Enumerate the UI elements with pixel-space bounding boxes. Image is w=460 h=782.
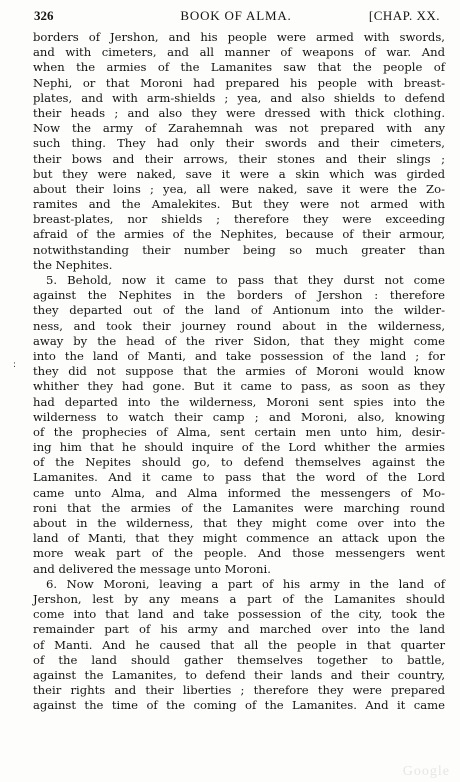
text-line: ing him that he should inquire of the Lord whither the armies	[33, 440, 445, 455]
text-line: such thing. They had only their swords and their cimeters,	[33, 136, 445, 151]
text-line: notwithstanding their number being so much greater than	[33, 242, 445, 257]
text-line: plates, and with arm-shields ; yea, and also shields to defend	[33, 90, 445, 105]
text-line: but they were naked, save it were a skin which was girded	[33, 166, 445, 181]
text-line: against the Nephites in the borders of Jershon : therefore	[33, 288, 445, 303]
text-line: ramites and the Amalekites. But they were not armed with	[33, 197, 445, 212]
text-line: borders of Jershon, and his people were armed with swords,	[33, 30, 445, 44]
text-line: against the Lamanites, to defend their lands and their country,	[33, 667, 445, 682]
text-line: had departed into the wilderness, Moroni sent spies into the	[33, 394, 445, 409]
text-line: against the time of the coming of the Lamanites. And it came	[33, 698, 445, 713]
text-line: Jershon, lest by any means a part of the Lamanites should	[33, 591, 445, 606]
text-line: afraid of the armies of the Nephites, because of their armour,	[33, 227, 445, 242]
page-number: 326	[34, 8, 54, 23]
text-line: of the land should gather themselves together to battle,	[33, 652, 445, 667]
verse-start: 5. Behold, now it came to pass that they durst not come	[46, 273, 445, 287]
text-line: and delivered the message unto Moroni.	[33, 561, 271, 576]
text-line: came unto Alma, and Alma informed the messengers of Mo-	[33, 485, 445, 500]
text-line: roni that the armies of the Lamanites were marching round	[33, 500, 445, 515]
text-line: Now the army of Zarahemnah was not prepared with any	[33, 121, 445, 136]
text-line: breast-plates, nor shields ; therefore they were exceeding	[33, 212, 445, 227]
text-line: of Manti. And he caused that all the people in that quarter	[33, 637, 445, 652]
text-line: they did not suppose that the armies of Moroni would know	[33, 364, 445, 379]
text-line: of the Nepites should go, to defend themselves against the	[33, 455, 445, 470]
page-header	[32, 6, 440, 26]
text-line: more weak part of the people. And those messengers went	[33, 546, 445, 561]
text-line: and with cimeters, and all manner of weapons of war. And	[33, 45, 445, 60]
text-line: Nephi, or that Moroni had prepared his people with breast-	[33, 75, 445, 90]
text-line: of the prophecies of Alma, sent certain men unto him, desir-	[33, 424, 445, 439]
margin-mark: :	[13, 360, 17, 370]
text-line: come into that land and take possession of the city, took the	[33, 607, 445, 622]
text-line: into the land of Manti, and take possession of the land ; for	[33, 348, 445, 363]
text-line: ness, and took their journey round about in the wilderness,	[33, 318, 445, 333]
text-line: about their loins ; yea, all were naked, save it were the Zo-	[33, 181, 445, 196]
text-line: their heads ; and also they were dressed with thick clothing.	[33, 105, 445, 120]
text-line: wilderness to watch their camp ; and Moroni, also, knowing	[33, 409, 445, 424]
text-line: their bows and their arrows, their stones and their slings ;	[33, 151, 445, 166]
text-line: whither they had gone. But it came to pass, as soon as they	[33, 379, 445, 394]
watermark: Google	[402, 764, 450, 779]
text-line: they departed out of the land of Antionum into the wilder-	[33, 303, 445, 318]
text-line: the Nephites.	[33, 257, 113, 272]
text-line: when the armies of the Lamanites saw that the people of	[33, 60, 445, 75]
text-line: about in the wilderness, that they might come over into the	[33, 516, 445, 530]
text-body	[33, 30, 445, 713]
text-line: land of Manti, that they might commence an attack upon the	[33, 531, 445, 546]
text-line: remainder part of his army and marched over into the land	[33, 622, 445, 637]
chapter-label: [CHAP. XX.	[368, 8, 440, 23]
verse-start: 6. Now Moroni, leaving a part of his army in the land of	[46, 576, 445, 591]
text-line: away by the head of the river Sidon, that they might come	[33, 333, 445, 348]
text-line: their rights and their liberties ; therefore they were prepared	[33, 683, 445, 698]
book-title: BOOK OF ALMA.	[180, 8, 292, 23]
text-line: Lamanites. And it came to pass that the word of the Lord	[33, 470, 445, 485]
